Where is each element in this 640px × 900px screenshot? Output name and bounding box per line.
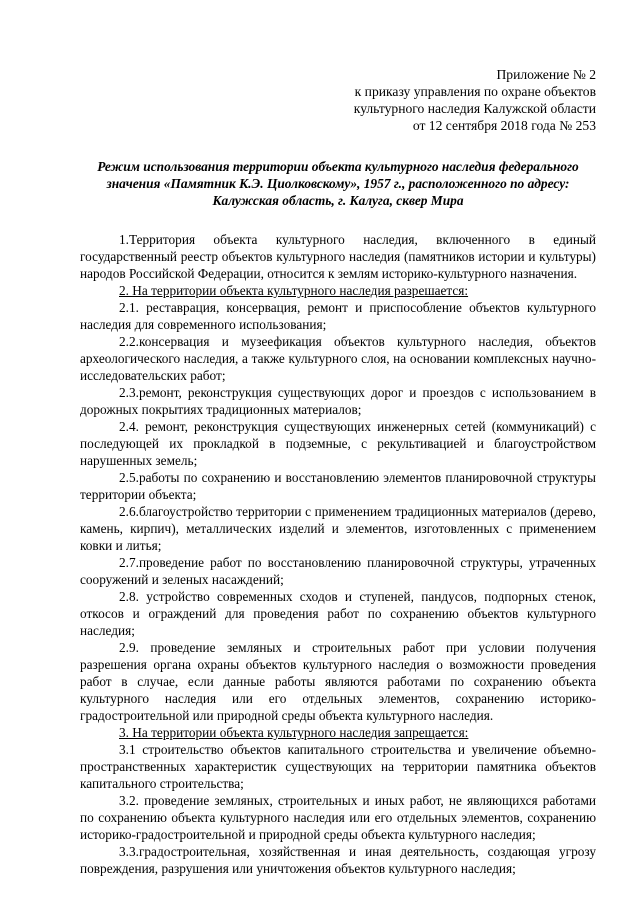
approval-line-date: от 12 сентября 2018 года № 253 (412, 118, 596, 133)
section-heading-2: 2. На территории объекта культурного наследия разрешается: (119, 283, 469, 298)
approval-line-department: культурного наследия Калужской области (353, 101, 596, 116)
document-page (80, 66, 596, 877)
paragraph-3-2: 3.2. проведение земляных, строительных и иных работ, не являющихся работами по сохранению объекта культурного наследия или его отдельных элементов, сохранению историко-градостроительной и природной среды объекта культурного наследия; (80, 793, 596, 842)
paragraph-2-6: 2.6.благоустройство территории с применением традиционных материалов (дерево, камень, кирпич), металлических изделий и элементов, изготовленных с применением ковки и литья; (80, 504, 596, 553)
paragraph-2-8: 2.8. устройство современных сходов и ступеней, пандусов, подпорных стенок, откосов и ограждений для проведения работ по сохранению объектов культурного наследия; (80, 589, 596, 638)
paragraph-2-2: 2.2.консервация и музеефикация объектов культурного наследия, объектов археологического наследия, а также культурного слоя, на основании комплексных научно-исследовательских работ; (80, 334, 596, 383)
paragraph-2-1: 2.1. реставрация, консервация, ремонт и приспособление объектов культурного наследия для современного использования; (80, 300, 596, 332)
document-title (80, 158, 596, 209)
title-line-2: значения «Памятник К.Э. Циолковскому», 1957 г., расположенного по адресу: (106, 176, 570, 191)
paragraph-2-5: 2.5.работы по сохранению и восстановлению элементов планировочной структуры территории объекта; (80, 470, 596, 502)
approval-line-appendix: Приложение № 2 (496, 67, 596, 82)
paragraph-1: 1.Территория объекта культурного наследия, включенного в единый государственный реестр объектов культурного наследия (памятников истории и культуры) народов Российской Федерации, относится к землям историко-культурного назначения. (80, 232, 596, 281)
document-body (80, 231, 596, 877)
paragraph-2-9: 2.9. проведение земляных и строительных работ при условии получения разрешения органа охраны объектов культурного наследия о возможности проведения работ в случае, если данные работы являются работами по сохранению объекта культурного наследия или его отдельных элементов, сохранению историко-градостроительной или природной среды объекта культурного наследия. (80, 640, 596, 723)
title-line-1: Режим использования территории объекта культурного наследия федерального (97, 159, 579, 174)
paragraph-2-4: 2.4. ремонт, реконструкция существующих инженерных сетей (коммуникаций) с последующей их прокладкой в подземные, с рекультивацией и благоустройством нарушенных земель; (80, 419, 596, 468)
section-heading-3: 3. На территории объекта культурного наследия запрещается: (119, 725, 469, 740)
approval-line-order: к приказу управления по охране объектов (354, 84, 596, 99)
paragraph-2-3: 2.3.ремонт, реконструкция существующих дорог и проездов с использованием в дорожных покрытиях традиционных материалов; (80, 385, 596, 417)
paragraph-3-3: 3.3.градостроительная, хозяйственная и иная деятельность, создающая угрозу повреждения, разрушения или уничтожения объектов культурного наследия; (80, 844, 596, 876)
approval-block (80, 66, 596, 134)
paragraph-3-1: 3.1 строительство объектов капитального строительства и увеличение объемно-пространственных характеристик существующих на территории памятника объектов капитального строительства; (80, 742, 596, 791)
title-line-3: Калужская область, г. Калуга, сквер Мира (212, 193, 464, 208)
paragraph-2-7: 2.7.проведение работ по восстановлению планировочной структуры, утраченных сооружений и зеленых насаждений; (80, 555, 596, 587)
